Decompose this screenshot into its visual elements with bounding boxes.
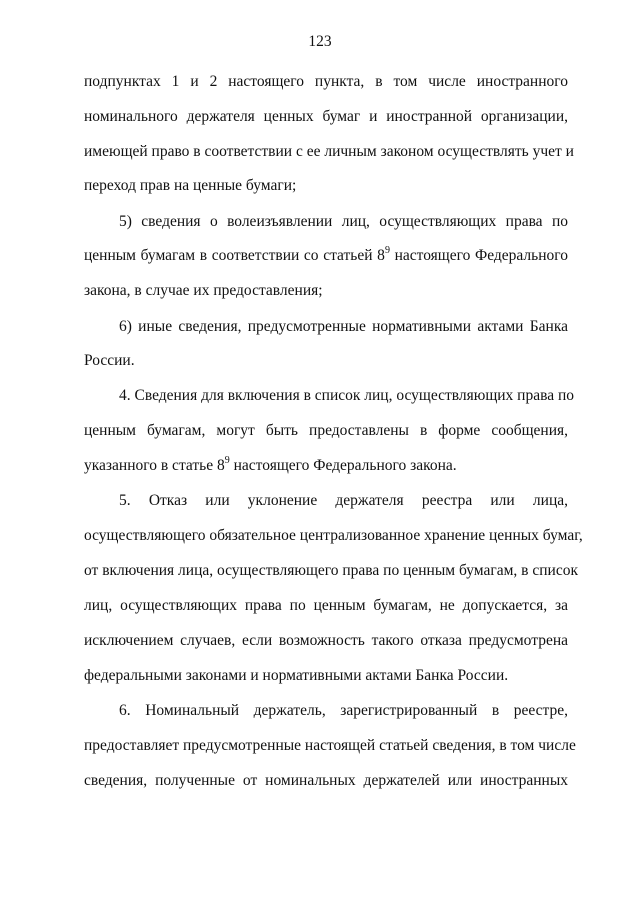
text-line: 6) иные сведения, предусмотренные нормативными актами Банка (119, 318, 568, 335)
text-segment: настоящего Федерального (389, 247, 568, 264)
text-line: России. (84, 352, 135, 369)
text-line: осуществляющего обязательное централизованное хранение ценных бумаг, (84, 527, 583, 544)
text-segment: настоящего Федерального закона. (229, 457, 457, 474)
text-line: от включения лица, осуществляющего права по ценным бумагам, в список (84, 562, 578, 579)
text-line: имеющей право в соответствии с ее личным законом осуществлять учет и (84, 143, 574, 160)
text-line: номинального держателя ценных бумаг и иностранной организации, (84, 108, 568, 125)
text-line: предоставляет предусмотренные настоящей статьей сведения, в том числе (84, 737, 576, 754)
text-line (84, 456, 568, 476)
text-line (84, 246, 568, 266)
text-line: исключением случаев, если возможность такого отказа предусмотрена (84, 632, 568, 649)
text-line: подпунктах 1 и 2 настоящего пункта, в том числе иностранного (84, 73, 568, 90)
text-line: 4. Сведения для включения в список лиц, осуществляющих права по (119, 387, 575, 404)
text-line: лиц, осуществляющих права по ценным бумагам, не допускается, за (84, 597, 568, 614)
text-line: закона, в случае их предоставления; (84, 282, 323, 299)
text-segment: ценным бумагам в соответствии со статьей 8 (84, 247, 385, 264)
text-line: 6. Номинальный держатель, зарегистрированный в реестре, (119, 702, 568, 719)
text-line: федеральными законами и нормативными актами Банка России. (84, 667, 509, 684)
text-line: переход прав на ценные бумаги; (84, 177, 297, 194)
superscript: 9 (224, 454, 230, 466)
superscript: 9 (384, 244, 390, 256)
text-line: 5) сведения о волеизъявлении лиц, осуществляющих права по (119, 213, 568, 230)
text-line: сведения, полученные от номинальных держателей или иностранных (84, 772, 568, 789)
page-number: 123 (308, 33, 332, 50)
text-line: 5. Отказ или уклонение держателя реестра или лица, (119, 492, 568, 509)
text-line: ценным бумагам, могут быть предоставлены в форме сообщения, (84, 422, 568, 439)
text-segment: указанного в статье 8 (84, 457, 225, 474)
